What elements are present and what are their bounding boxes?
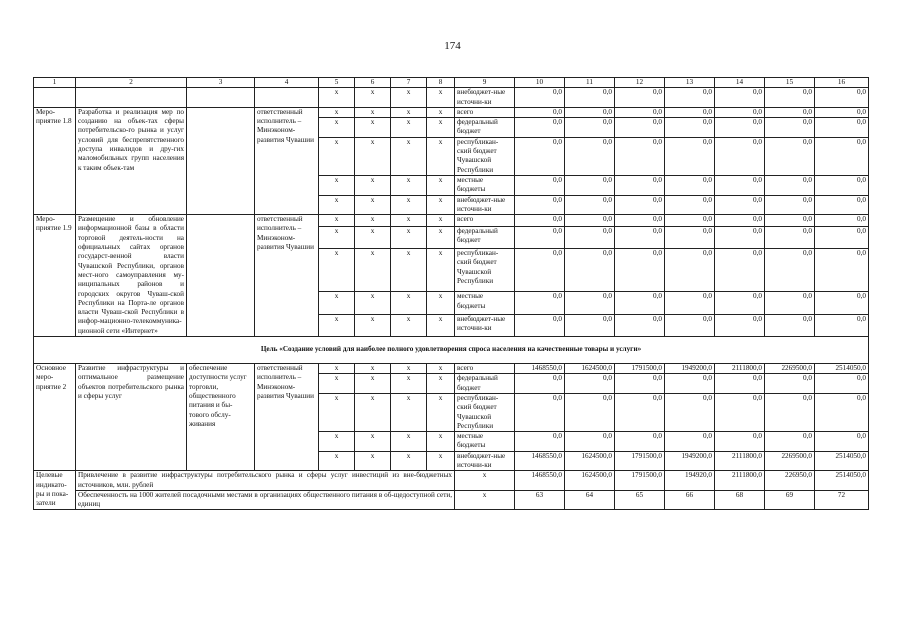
funding-source: федеральный бюджет [455, 226, 515, 248]
value-cell: 0,0 [765, 226, 815, 248]
value-cell: 0,0 [665, 88, 715, 108]
value-cell: 0,0 [615, 215, 665, 227]
indicators-label: Целевые индикато-ры и пока-затели [34, 471, 76, 510]
x-mark: x [427, 107, 455, 117]
x-mark: x [319, 215, 355, 227]
value-cell: 1791500,0 [615, 364, 665, 374]
responsible-executor: ответственный исполнитель – Минэконом-развития Чувашии [255, 364, 319, 471]
value-cell: 0,0 [815, 215, 869, 227]
value-cell: 1791500,0 [615, 451, 665, 471]
x-mark: x [391, 432, 427, 452]
column-header: 15 [765, 78, 815, 88]
value-cell: 0,0 [765, 137, 815, 175]
value-cell: 0,0 [615, 314, 665, 336]
indicator-row [34, 490, 869, 510]
value-cell: 0,0 [665, 249, 715, 292]
value-cell: 0,0 [815, 137, 869, 175]
x-mark: x [319, 137, 355, 175]
x-mark: x [427, 195, 455, 215]
value-cell: 0,0 [515, 374, 565, 394]
value-cell: 0,0 [565, 175, 615, 195]
funding-source: республикан-ский бюджет Чувашской Республики [455, 249, 515, 292]
x-mark: x [391, 226, 427, 248]
value-cell: 0,0 [565, 374, 615, 394]
x-mark: x [391, 314, 427, 336]
value-cell: 0,0 [515, 432, 565, 452]
value-cell: 0,0 [665, 107, 715, 117]
value-cell: 0,0 [565, 393, 615, 431]
column-header: 10 [515, 78, 565, 88]
value-cell: 0,0 [715, 107, 765, 117]
x-mark: x [427, 175, 455, 195]
x-mark: x [427, 393, 455, 431]
value-cell: 0,0 [765, 374, 815, 394]
value-cell: 0,0 [815, 374, 869, 394]
value-cell: 0,0 [815, 432, 869, 452]
table-row [34, 107, 869, 117]
value-cell: 0,0 [515, 175, 565, 195]
value-cell: 0,0 [665, 195, 715, 215]
value-cell: 0,0 [565, 118, 615, 138]
value-cell: 0,0 [615, 195, 665, 215]
x-mark: x [355, 107, 391, 117]
value-cell: 0,0 [565, 292, 615, 314]
empty-cell [187, 107, 255, 214]
x-mark: x [427, 88, 455, 108]
x-mark: x [427, 314, 455, 336]
column-header: 1 [34, 78, 76, 88]
value-cell: 0,0 [815, 393, 869, 431]
value-cell: 0,0 [515, 215, 565, 227]
value-cell: 0,0 [815, 314, 869, 336]
value-cell: 1624500,0 [565, 451, 615, 471]
column-header: 7 [391, 78, 427, 88]
indicator-text: Привлечение в развитие инфраструктуры потребительского рынка и сферы услуг инвестиций из вне-бюджетных источников, млн. рублей [76, 471, 455, 491]
x-mark: x [455, 471, 515, 491]
value-cell: 0,0 [815, 175, 869, 195]
value-cell: 0,0 [665, 215, 715, 227]
value-cell: 0,0 [665, 226, 715, 248]
value-cell: 0,0 [815, 107, 869, 117]
funding-source: внебюджет-ные источни-ки [455, 195, 515, 215]
funding-source: внебюджет-ные источни-ки [455, 451, 515, 471]
value-cell: 68 [715, 490, 765, 510]
value-cell: 226950,0 [765, 471, 815, 491]
column-header: 11 [565, 78, 615, 88]
x-mark: x [427, 118, 455, 138]
x-mark: x [427, 137, 455, 175]
x-mark: x [391, 107, 427, 117]
value-cell: 1624500,0 [565, 364, 615, 374]
value-cell: 0,0 [765, 215, 815, 227]
indicator-text: Обеспеченность на 1000 жителей посадочными местами в организациях общественного питания в об-щедоступной сети, единиц [76, 490, 455, 510]
column-header: 9 [455, 78, 515, 88]
column-header: 3 [187, 78, 255, 88]
value-cell: 0,0 [515, 314, 565, 336]
measure-name: Меро-приятие 1.9 [34, 215, 76, 337]
value-cell: 2514050,0 [815, 451, 869, 471]
x-mark: x [355, 118, 391, 138]
column-header: 2 [76, 78, 187, 88]
value-cell: 0,0 [815, 226, 869, 248]
x-mark: x [319, 432, 355, 452]
x-mark: x [455, 490, 515, 510]
x-mark: x [427, 215, 455, 227]
x-mark: x [391, 393, 427, 431]
x-mark: x [355, 393, 391, 431]
value-cell: 0,0 [565, 195, 615, 215]
goal-heading: Цель «Создание условий для наиболее полного удовлетворения спроса населения на качественные товары и услуги» [34, 337, 869, 364]
x-mark: x [355, 215, 391, 227]
measure-name: Меро-приятие 1.8 [34, 107, 76, 214]
x-mark: x [391, 292, 427, 314]
value-cell: 0,0 [665, 393, 715, 431]
value-cell: 0,0 [765, 292, 815, 314]
value-cell: 0,0 [565, 88, 615, 108]
funding-source: республикан-ский бюджет Чувашской Республики [455, 137, 515, 175]
value-cell: 0,0 [565, 432, 615, 452]
value-cell: 69 [765, 490, 815, 510]
value-cell: 0,0 [615, 393, 665, 431]
table-row [34, 88, 869, 108]
value-cell: 0,0 [565, 314, 615, 336]
x-mark: x [355, 374, 391, 394]
funding-source: республикан-ский бюджет Чувашской Республики [455, 393, 515, 431]
x-mark: x [319, 88, 355, 108]
value-cell: 63 [515, 490, 565, 510]
x-mark: x [427, 374, 455, 394]
empty-cell [187, 88, 255, 108]
value-cell: 0,0 [515, 249, 565, 292]
responsible-executor: ответственный исполнитель – Минэконом-развития Чувашии [255, 107, 319, 214]
value-cell: 0,0 [565, 226, 615, 248]
measure-description: Развитие инфраструктуры и оптимальное размещение объектов потребительского рынка и сферы услуг [76, 364, 187, 471]
value-cell: 0,0 [665, 374, 715, 394]
indicator-row [34, 471, 869, 491]
value-cell: 0,0 [765, 314, 815, 336]
value-cell: 0,0 [765, 118, 815, 138]
column-header: 4 [255, 78, 319, 88]
value-cell: 0,0 [815, 249, 869, 292]
value-cell: 2111800,0 [715, 471, 765, 491]
table-row [34, 364, 869, 374]
value-cell: 1468550,0 [515, 364, 565, 374]
value-cell: 0,0 [715, 118, 765, 138]
x-mark: x [355, 226, 391, 248]
funding-source: всего [455, 107, 515, 117]
value-cell: 0,0 [665, 292, 715, 314]
value-cell: 1949200,0 [665, 364, 715, 374]
value-cell: 0,0 [715, 432, 765, 452]
value-cell: 0,0 [765, 88, 815, 108]
header-row [34, 78, 869, 88]
value-cell: 0,0 [765, 107, 815, 117]
value-cell: 194920,0 [665, 471, 715, 491]
value-cell: 66 [665, 490, 715, 510]
value-cell: 0,0 [565, 107, 615, 117]
funding-source: всего [455, 364, 515, 374]
x-mark: x [427, 226, 455, 248]
value-cell: 0,0 [515, 195, 565, 215]
column-header: 8 [427, 78, 455, 88]
x-mark: x [355, 249, 391, 292]
value-cell: 0,0 [665, 432, 715, 452]
value-cell: 0,0 [515, 107, 565, 117]
x-mark: x [355, 292, 391, 314]
value-cell: 0,0 [715, 374, 765, 394]
value-cell: 1624500,0 [565, 471, 615, 491]
value-cell: 0,0 [815, 195, 869, 215]
measure-task: обеспечение доступности услуг торговли, общественного питания и бы-тового обслу-живания [187, 364, 255, 471]
value-cell: 1468550,0 [515, 451, 565, 471]
x-mark: x [391, 451, 427, 471]
value-cell: 1468550,0 [515, 471, 565, 491]
x-mark: x [319, 314, 355, 336]
column-header: 13 [665, 78, 715, 88]
value-cell: 0,0 [515, 292, 565, 314]
value-cell: 0,0 [615, 292, 665, 314]
x-mark: x [391, 374, 427, 394]
x-mark: x [355, 175, 391, 195]
value-cell: 2269500,0 [765, 364, 815, 374]
value-cell: 0,0 [615, 118, 665, 138]
program-table [33, 77, 869, 510]
value-cell: 0,0 [715, 137, 765, 175]
x-mark: x [319, 451, 355, 471]
x-mark: x [391, 175, 427, 195]
x-mark: x [319, 292, 355, 314]
value-cell: 1791500,0 [615, 471, 665, 491]
x-mark: x [391, 215, 427, 227]
value-cell: 2111800,0 [715, 451, 765, 471]
x-mark: x [355, 432, 391, 452]
value-cell: 2514050,0 [815, 364, 869, 374]
value-cell: 2269500,0 [765, 451, 815, 471]
empty-cell [255, 88, 319, 108]
value-cell: 0,0 [665, 118, 715, 138]
x-mark: x [319, 118, 355, 138]
value-cell: 0,0 [515, 88, 565, 108]
table-row [34, 215, 869, 227]
x-mark: x [427, 451, 455, 471]
value-cell: 0,0 [615, 175, 665, 195]
value-cell: 1949200,0 [665, 451, 715, 471]
column-header: 6 [355, 78, 391, 88]
funding-source: местные бюджеты [455, 292, 515, 314]
value-cell: 0,0 [515, 118, 565, 138]
value-cell: 0,0 [615, 432, 665, 452]
column-header: 14 [715, 78, 765, 88]
x-mark: x [355, 88, 391, 108]
x-mark: x [319, 393, 355, 431]
x-mark: x [391, 364, 427, 374]
value-cell: 0,0 [765, 249, 815, 292]
value-cell: 0,0 [615, 249, 665, 292]
value-cell: 0,0 [615, 226, 665, 248]
x-mark: x [427, 364, 455, 374]
x-mark: x [319, 175, 355, 195]
value-cell: 0,0 [615, 88, 665, 108]
funding-source: внебюджет-ные источни-ки [455, 314, 515, 336]
value-cell: 0,0 [615, 107, 665, 117]
x-mark: x [355, 451, 391, 471]
x-mark: x [427, 292, 455, 314]
value-cell: 0,0 [715, 88, 765, 108]
empty-cell [76, 88, 187, 108]
x-mark: x [391, 137, 427, 175]
goal-row [34, 337, 869, 364]
value-cell: 0,0 [565, 215, 615, 227]
x-mark: x [355, 137, 391, 175]
x-mark: x [355, 314, 391, 336]
empty-cell [187, 215, 255, 337]
x-mark: x [319, 364, 355, 374]
value-cell: 0,0 [815, 88, 869, 108]
x-mark: x [319, 195, 355, 215]
column-header: 16 [815, 78, 869, 88]
funding-source: внебюджет-ные источни-ки [455, 88, 515, 108]
value-cell: 0,0 [715, 314, 765, 336]
x-mark: x [427, 432, 455, 452]
value-cell: 0,0 [715, 292, 765, 314]
value-cell: 65 [615, 490, 665, 510]
x-mark: x [427, 249, 455, 292]
value-cell: 2514050,0 [815, 471, 869, 491]
value-cell: 0,0 [615, 374, 665, 394]
value-cell: 0,0 [765, 175, 815, 195]
value-cell: 0,0 [715, 226, 765, 248]
value-cell: 0,0 [715, 175, 765, 195]
x-mark: x [319, 249, 355, 292]
value-cell: 0,0 [765, 393, 815, 431]
measure-name: Основное меро-приятие 2 [34, 364, 76, 471]
value-cell: 0,0 [715, 393, 765, 431]
value-cell: 0,0 [715, 195, 765, 215]
x-mark: x [391, 195, 427, 215]
x-mark: x [391, 249, 427, 292]
value-cell: 0,0 [765, 432, 815, 452]
value-cell: 2111800,0 [715, 364, 765, 374]
responsible-executor: ответственный исполнитель – Минэконом-развития Чувашии [255, 215, 319, 337]
value-cell: 0,0 [665, 175, 715, 195]
x-mark: x [391, 118, 427, 138]
funding-source: федеральный бюджет [455, 118, 515, 138]
measure-description: Разработка и реализация мер по созданию на объек-тах сферы потребительско-го рынка и услуг условий для беспрепятственного доступа инвалидов и дру-гих маломобильных групп населения к таким объек-там [76, 107, 187, 214]
funding-source: всего [455, 215, 515, 227]
funding-source: местные бюджеты [455, 432, 515, 452]
value-cell: 0,0 [665, 314, 715, 336]
empty-cell [34, 88, 76, 108]
x-mark: x [355, 195, 391, 215]
x-mark: x [355, 364, 391, 374]
value-cell: 64 [565, 490, 615, 510]
value-cell: 0,0 [665, 137, 715, 175]
x-mark: x [319, 226, 355, 248]
x-mark: x [319, 374, 355, 394]
column-header: 12 [615, 78, 665, 88]
value-cell: 0,0 [515, 226, 565, 248]
value-cell: 0,0 [565, 249, 615, 292]
funding-source: местные бюджеты [455, 175, 515, 195]
value-cell: 0,0 [615, 137, 665, 175]
value-cell: 0,0 [765, 195, 815, 215]
column-header: 5 [319, 78, 355, 88]
page-number: 174 [444, 40, 461, 52]
value-cell: 0,0 [565, 137, 615, 175]
value-cell: 72 [815, 490, 869, 510]
value-cell: 0,0 [515, 393, 565, 431]
measure-description: Размещение и обновление информационной базы в области торговой деятель-ности на официальных сайтах органов государст-венной власти Чувашской Республики, органов мест-ного самоуправления му-ниципальных районов и городских округов Чуваш-ской Республики на Порта-ле органов власти Чуваш-ской Республики в инфор-мационно-телекоммуника-ционной сети «Интернет» [76, 215, 187, 337]
x-mark: x [319, 107, 355, 117]
value-cell: 0,0 [715, 249, 765, 292]
funding-source: федеральный бюджет [455, 374, 515, 394]
value-cell: 0,0 [715, 215, 765, 227]
x-mark: x [391, 88, 427, 108]
value-cell: 0,0 [515, 137, 565, 175]
value-cell: 0,0 [815, 118, 869, 138]
value-cell: 0,0 [815, 292, 869, 314]
